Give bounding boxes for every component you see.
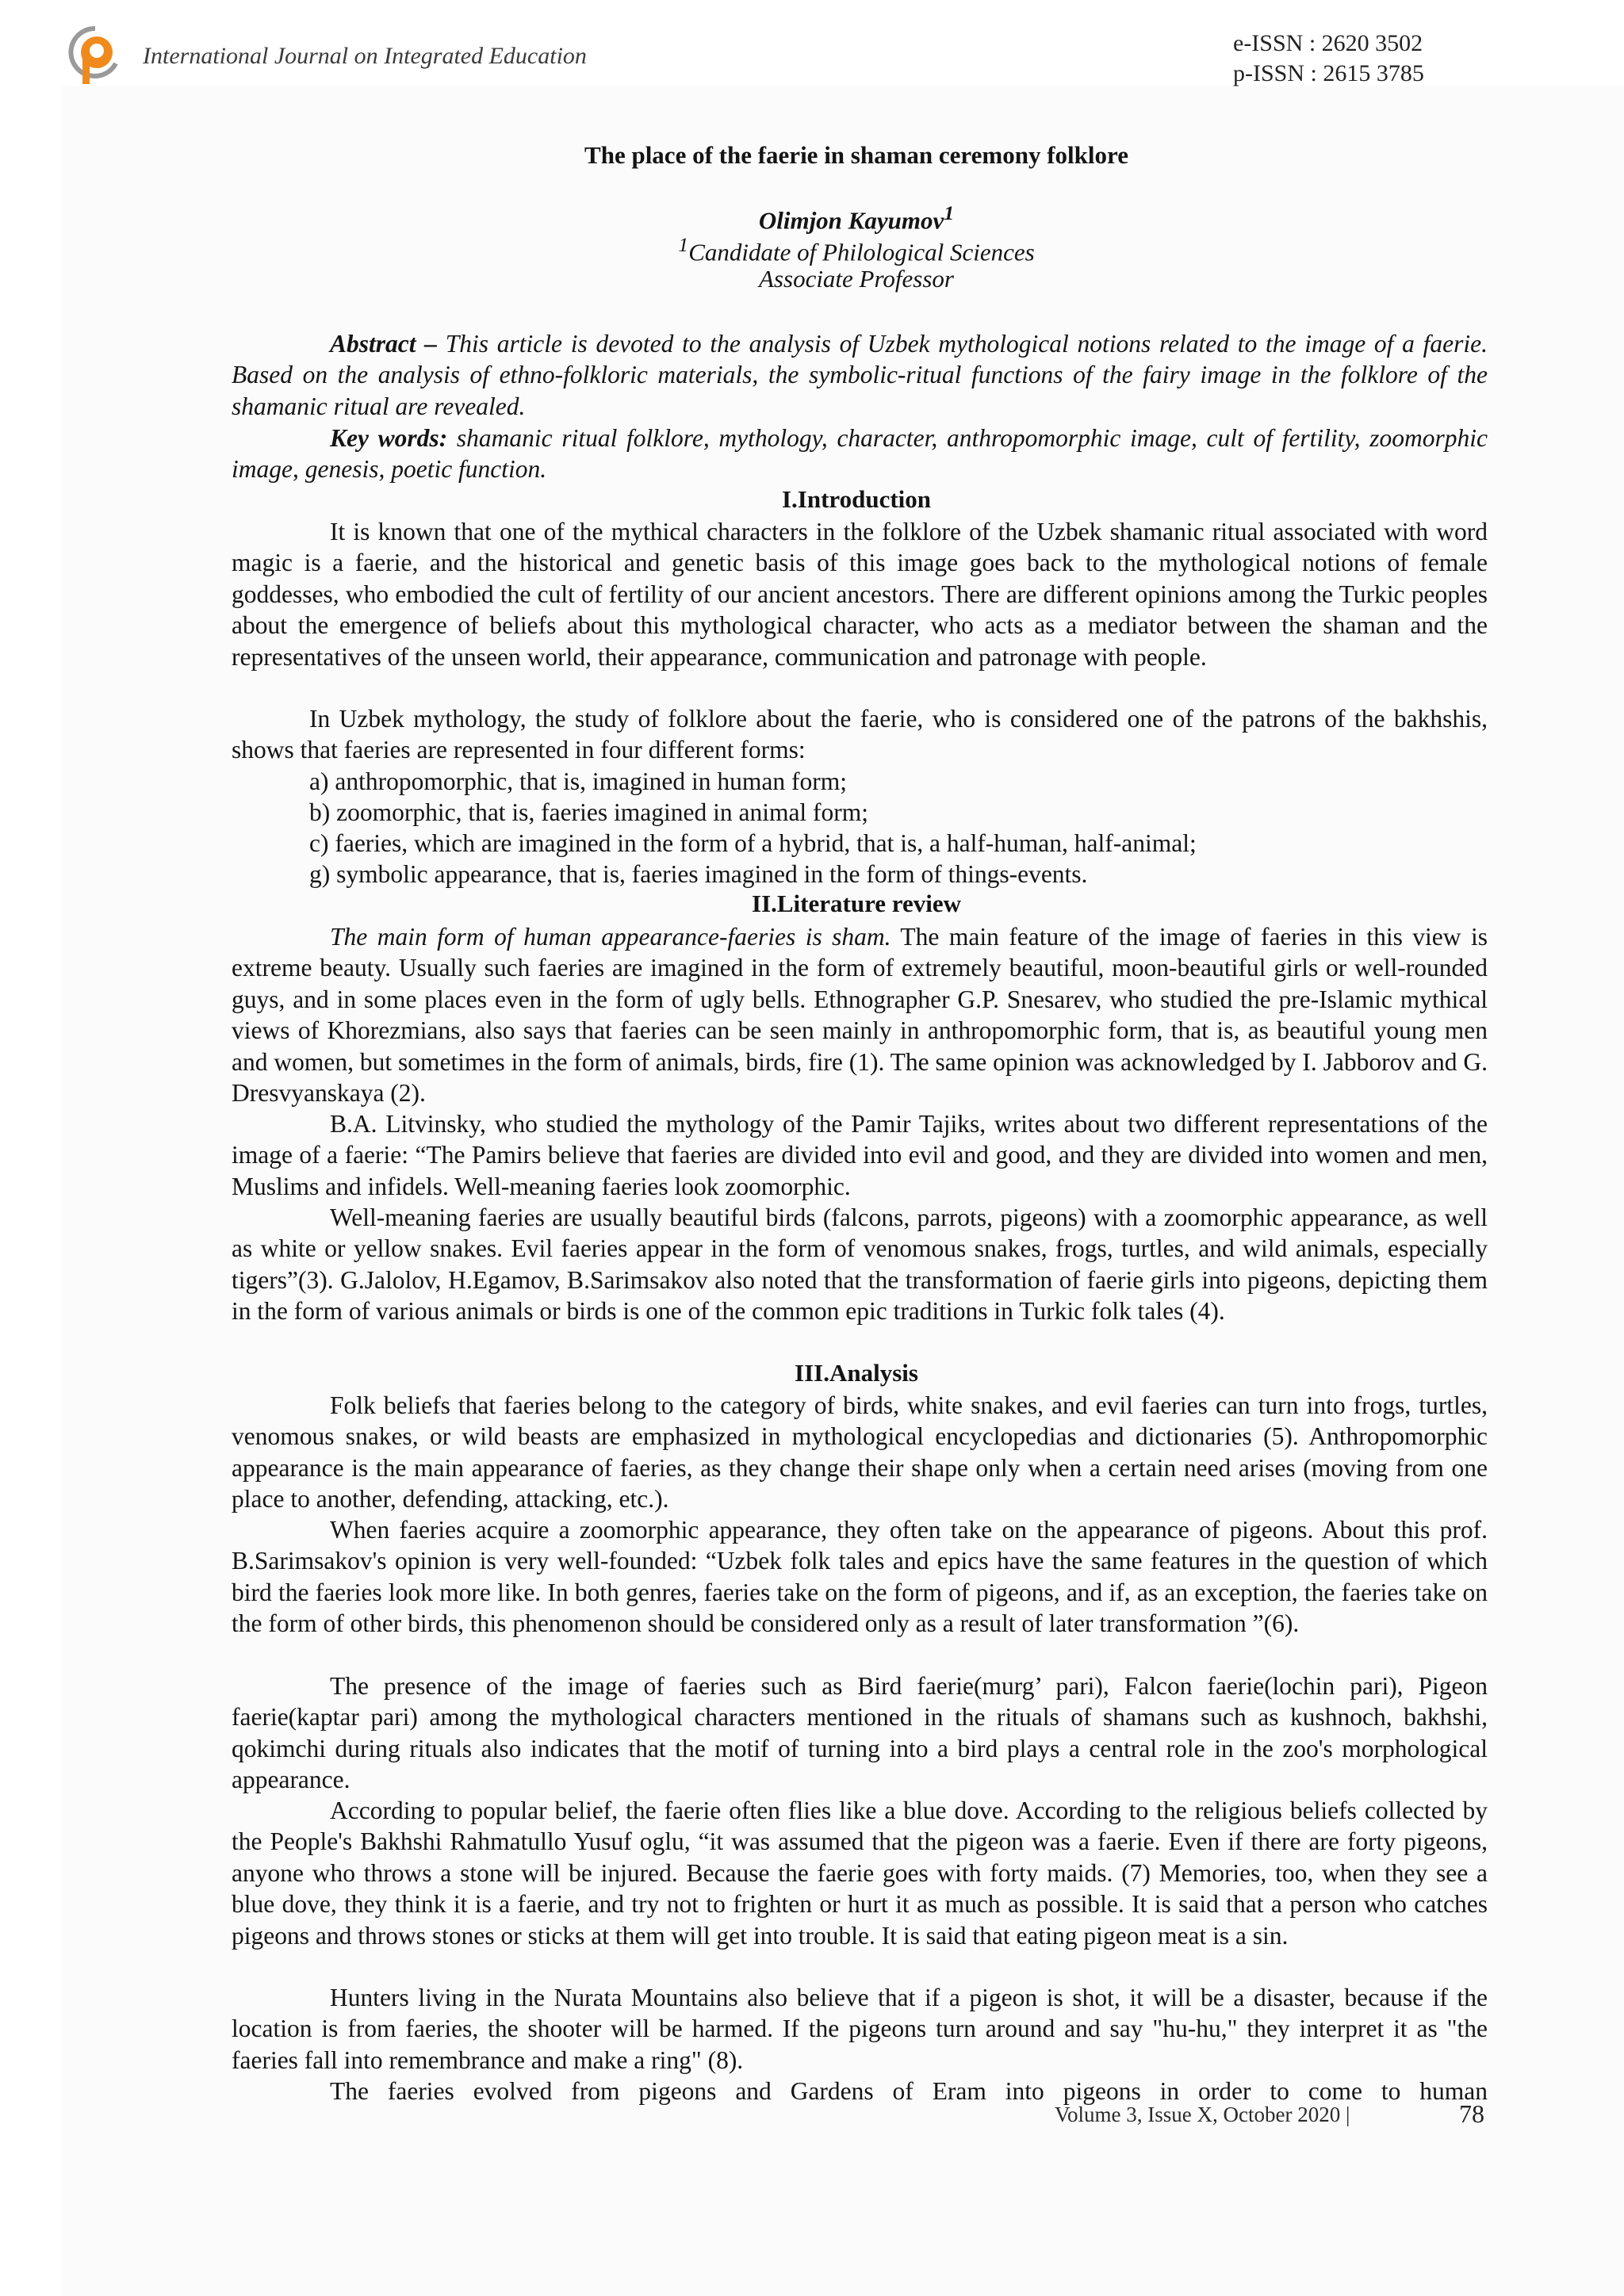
keywords xyxy=(232,423,1488,485)
paragraph-2: In Uzbek mythology, the study of folklore about the faerie, who is considered one of the patrons of the bakhshis, shows that faeries are represented in four different forms: xyxy=(232,705,1488,764)
author-position: Associate Professor xyxy=(759,265,954,293)
abstract xyxy=(232,328,1488,422)
paragraph-11: The faeries evolved from pigeons and Gardens of Eram into pigeons in order to come to human xyxy=(330,2077,1488,2105)
section-heading-literature: II.Literature review xyxy=(752,890,961,917)
author-name: Olimjon Kayumov$^1$ xyxy=(758,201,955,235)
journal-logo-icon xyxy=(67,24,124,89)
page-number: 78 xyxy=(1459,2099,1484,2128)
paper-title: The place of the faerie in shaman ceremony folklore xyxy=(584,141,1128,169)
section-heading-analysis: III.Analysis xyxy=(795,1359,918,1387)
affiliation-sup: 1 xyxy=(678,233,689,256)
abstract-label: Abstract – xyxy=(330,330,446,358)
paragraph-3: The main form of human appearance-faeries is sham. The main feature of the image of faeries in this view is extreme beauty. Usually such faeries are imagined in the form of extremely beautiful, moon-beautiful girls or well-rounded guys, and in some places even in the form of ugly bells. Ethnographer G.P. Snesarev, who studied the pre-Islamic mythical views of Khorezmians, also says that faeries can be seen mainly in anthropomorphic form, that is, as beautiful young men and women, but sometimes in the form of animals, birds, fire (1). The same opinion was acknowledged by I. Jabborov and G. Dresvyanskaya (2). xyxy=(232,923,1488,1108)
paragraph-9: According to popular belief, the faerie often flies like a blue dove. According to the religious beliefs collected by the People's Bakhshi Rahmatullo Yusuf oglu, “it was assumed that the pigeon was a faerie. Even if there are forty pigeons, anyone who throws a stone will be injured. Because the faerie goes with forty maids. (7) Memories, too, when they see a blue dove, they think it is a faerie, and try not to frighten or hurt it as much as possible. It is said that a person who catches pigeons and throws stones or sticks at them will get into trouble. It is said that eating pigeon meat is a sin. xyxy=(232,1797,1488,1950)
paragraph-10: Hunters living in the Nurata Mountains also believe that if a pigeon is shot, it will be a disaster, because if the location is from faeries, the shooter will be harmed. If the pigeons turn around and say "hu-hu," they interpret it as "the faeries fall into remembrance and make a ring" (8). xyxy=(232,1984,1488,2074)
list-item-a: a) anthropomorphic, that is, imagined in human form; xyxy=(309,767,847,795)
paragraph-7: When faeries acquire a zoomorphic appearance, they often take on the appearance of pigeons. About this prof. B.Sarimsakov's opinion is very well-founded: “Uzbek folk tales and epics have the same features in the question of which bird the faeries look more like. In both genres, faeries take on the form of pigeons, and if, as an exception, the faeries take on the form of other birds, this phenomenon should be considered only as a result of later transformation ”(6). xyxy=(232,1516,1488,1638)
paragraph-8: The presence of the image of faeries such as Bird faerie(murg’ pari), Falcon faerie(lochin pari), Pigeon faerie(kaptar pari) among the mythological characters mentioned in the rituals of shamans such as kushnoch, bakhshi, qokimchi during rituals also indicates that the motif of turning into a bird plays a central role in the zoo's morphological appearance. xyxy=(232,1672,1488,1794)
paragraph-4: B.A. Litvinsky, who studied the mythology of the Pamir Tajiks, writes about two different representations of the image of a faerie: “The Pamirs believe that faeries are divided into evil and good, and they are divided into women and men, Muslims and infidels. Well-meaning faeries look zoomorphic. xyxy=(232,1110,1488,1200)
section-heading-intro: I.Introduction xyxy=(781,485,932,513)
footer-volume: Volume 3, Issue X, October 2020 | xyxy=(1055,2103,1350,2126)
issn-block xyxy=(1233,29,1424,89)
journal-name: International Journal on Integrated Education xyxy=(143,43,587,69)
pissn: p-ISSN : 2615 3785 xyxy=(1233,60,1424,86)
abstract-text: This article is devoted to the analysis of Uzbek mythological notions related to the image of a faerie. Based on the analysis of ethno-folkloric materials, the symbolic-ritual functions of the fairy image in the folklore of the shamanic ritual are revealed. xyxy=(232,330,1488,420)
paragraph-5: Well-meaning faeries are usually beautiful birds (falcons, parrots, pigeons) with a zoomorphic appearance, as well as white or yellow snakes. Evil faeries appear in the form of venomous snakes, frogs, turtles, and wild animals, especially tigers”(3). G.Jalolov, H.Egamov, B.Sarimsakov also noted that the transformation of faerie girls into pigeons, depicting them in the form of various animals or birds is one of the common epic traditions in Turkic folk tales (4). xyxy=(232,1203,1488,1326)
paragraph-1: It is known that one of the mythical characters in the folklore of the Uzbek shamanic ritual associated with word magic is a faerie, and the historical and genetic basis of this image goes back to the mythological notions of female goddesses, who embodied the cult of fertility of our ancient ancestors. There are different opinions among the Turkic peoples about the emergence of beliefs about this mythological character, who acts as a mediator between the shaman and the representatives of the unseen world, their appearance, communication and patronage with people. xyxy=(232,518,1488,671)
author-affiliation: $^1$Candidate of Philological Sciences xyxy=(678,233,1035,266)
author-sup: 1 xyxy=(944,201,955,224)
keywords-label: Key words: xyxy=(330,424,448,452)
keywords-text: shamanic ritual folklore, mythology, character, anthropomorphic image, cult of fertility, zoomorphic image, genesis, poetic function. xyxy=(232,424,1488,484)
paragraph-3-lead: The main form of human appearance-faeries is sham. xyxy=(330,923,891,951)
list-item-g: g) symbolic appearance, that is, faeries imagined in the form of things-events. xyxy=(309,860,1088,888)
paragraph-6: Folk beliefs that faeries belong to the category of birds, white snakes, and evil faeries can turn into frogs, turtles, venomous snakes, or wild beasts are emphasized in mythological encyclopedias and dictionaries (5). Anthropomorphic appearance is the main appearance of faeries, as they change their shape only when a certain need arises (moving from one place to another, defending, attacking, etc.). xyxy=(232,1391,1488,1513)
list-item-b: b) zoomorphic, that is, faeries imagined in animal form; xyxy=(309,798,869,826)
list-item-c: c) faeries, which are imagined in the form of a hybrid, that is, a half-human, half-animal; xyxy=(309,829,1197,857)
eissn: e-ISSN : 2620 3502 xyxy=(1233,30,1423,56)
